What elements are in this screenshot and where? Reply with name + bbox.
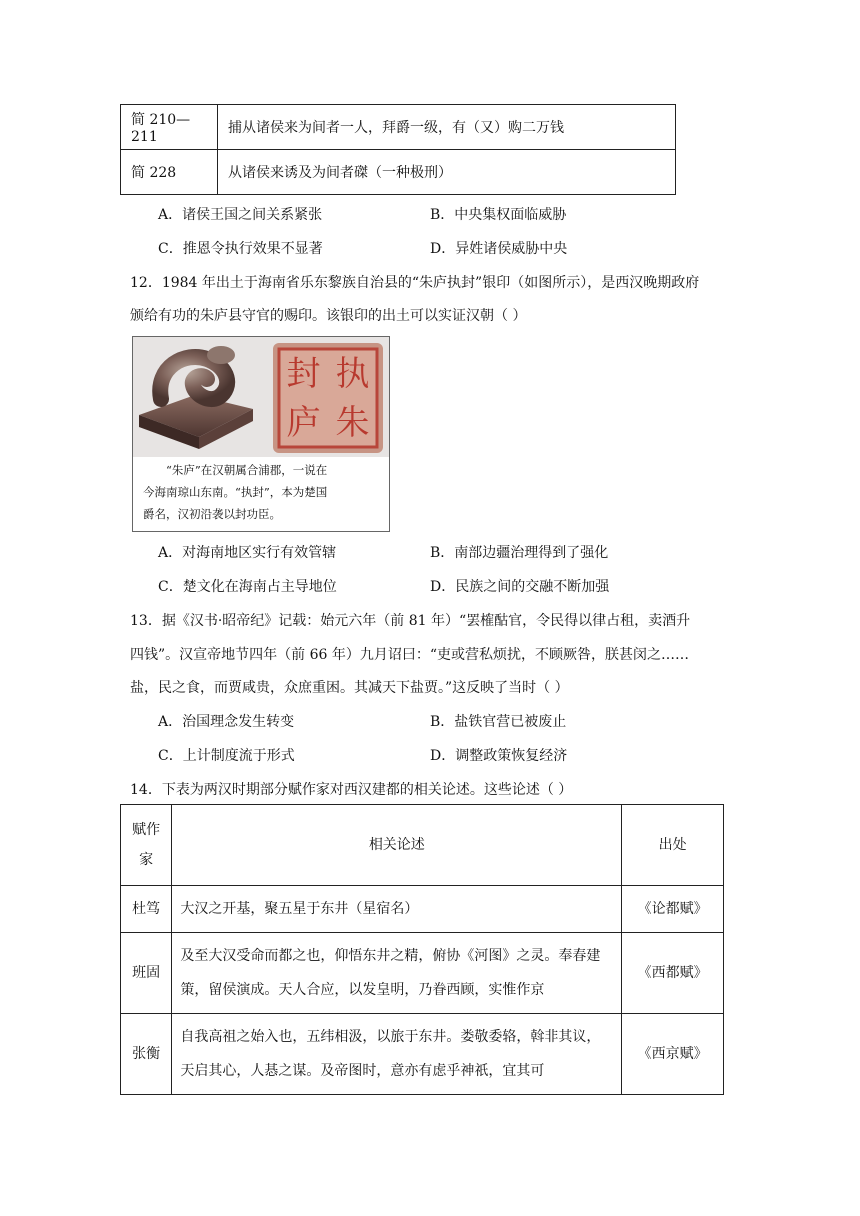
table-cell-text: 及至大汉受命而都之也，仰悟东井之精，俯协《河图》之灵。奉春建策，留侯演成。天人合应，以发皇明，乃眷西顾，实惟作京 bbox=[172, 933, 622, 1014]
table-cell-text: 大汉之开基，聚五星于东井（星宿名） bbox=[172, 886, 622, 933]
q11-option-a: A．诸侯王国之间关系紧张 bbox=[158, 207, 323, 223]
table-row bbox=[121, 933, 724, 1014]
caption-line: “朱庐”在汉朝属合浦郡，一说在 bbox=[166, 463, 328, 477]
table-cell-ref: 简 228 bbox=[121, 150, 218, 195]
q12-option-c: C．楚文化在海南占主导地位 bbox=[158, 579, 337, 595]
table-cell-author: 张衡 bbox=[121, 1014, 172, 1095]
q13-option-b: B．盐铁官营已被废止 bbox=[430, 714, 567, 730]
seal-char: 庐 bbox=[286, 402, 321, 443]
q11-table bbox=[120, 104, 676, 195]
q13-option-d: D．调整政策恢复经济 bbox=[430, 748, 568, 764]
q13-option-a: A．治国理念发生转变 bbox=[158, 714, 295, 730]
q11-option-d: D．异姓诸侯威胁中央 bbox=[430, 241, 568, 257]
table-cell-source: 《论都赋》 bbox=[622, 886, 724, 933]
q14-stem: 14．下表为两汉时期部分赋作家对西汉建都的相关论述。这些论述（ ） bbox=[130, 782, 573, 798]
seal-char: 朱 bbox=[335, 402, 370, 443]
table-cell-ref: 简 210—211 bbox=[121, 105, 218, 150]
column-header-author: 赋作家 bbox=[121, 805, 172, 886]
table-cell-source: 《西京赋》 bbox=[622, 1014, 724, 1095]
table-header-row bbox=[121, 805, 724, 886]
column-header-text: 相关论述 bbox=[172, 805, 622, 886]
q14-table bbox=[120, 804, 724, 1095]
q11-option-c: C．推恩令执行效果不显著 bbox=[158, 241, 323, 257]
table-row bbox=[121, 105, 676, 150]
q12-option-b: B．南部边疆治理得到了强化 bbox=[430, 545, 609, 561]
table-row bbox=[121, 886, 724, 933]
q11-option-b: B．中央集权面临威胁 bbox=[430, 207, 567, 223]
table-row bbox=[121, 150, 676, 195]
caption-line: 爵名，汉初沿袭以封功臣。 bbox=[143, 507, 281, 521]
q12-option-d: D．民族之间的交融不断加强 bbox=[430, 579, 610, 595]
q12-stem-line1: 12．1984 年出土于海南省乐东黎族自治县的“朱庐执封”银印（如图所示），是西汉晚期政府 bbox=[130, 275, 700, 291]
table-cell-author: 杜笃 bbox=[121, 886, 172, 933]
column-header-source: 出处 bbox=[622, 805, 724, 886]
figure-caption bbox=[143, 459, 379, 525]
seal-figure bbox=[132, 336, 390, 532]
q12-option-a: A．对海南地区实行有效管辖 bbox=[158, 545, 337, 561]
table-cell-source: 《西都赋》 bbox=[622, 933, 724, 1014]
seal-char: 封 bbox=[286, 353, 321, 394]
table-cell-text: 自我高祖之始入也，五纬相汲，以旅于东井。娄敬委辂，斡非其议，天启其心，人惎之谋。及帝图时，意亦有虑乎神祇，宜其可 bbox=[172, 1014, 622, 1095]
q12-stem-line2: 颁给有功的朱庐县守官的赐印。该银印的出土可以实证汉朝（ ） bbox=[130, 308, 527, 324]
table-cell-text: 捕从诸侯来为间者一人，拜爵一级，有（又）购二万钱 bbox=[218, 105, 676, 150]
seal-char: 执 bbox=[335, 353, 370, 394]
q13-option-c: C．上计制度流于形式 bbox=[158, 748, 295, 764]
q13-stem-line1: 13．据《汉书·昭帝纪》记载：始元六年（前 81 年）“罢榷酤官，令民得以律占租，卖酒升 bbox=[130, 613, 691, 629]
seal-characters bbox=[279, 349, 377, 447]
table-row bbox=[121, 1014, 724, 1095]
q13-stem-line3: 盐，民之食，而贾咸贵，众庶重困。其减天下盐贾。”这反映了当时（ ） bbox=[130, 680, 569, 696]
q13-stem-line2: 四钱”。汉宣帝地节四年（前 66 年）九月诏曰：“吏或营私烦扰，不顾厥咎，朕甚闵之…… bbox=[130, 647, 690, 663]
table-cell-text: 从诸侯来诱及为间者磔（一种极刑） bbox=[218, 150, 676, 195]
caption-line: 今海南琼山东南。“执封”，本为楚国 bbox=[143, 485, 328, 499]
table-cell-author: 班固 bbox=[121, 933, 172, 1014]
